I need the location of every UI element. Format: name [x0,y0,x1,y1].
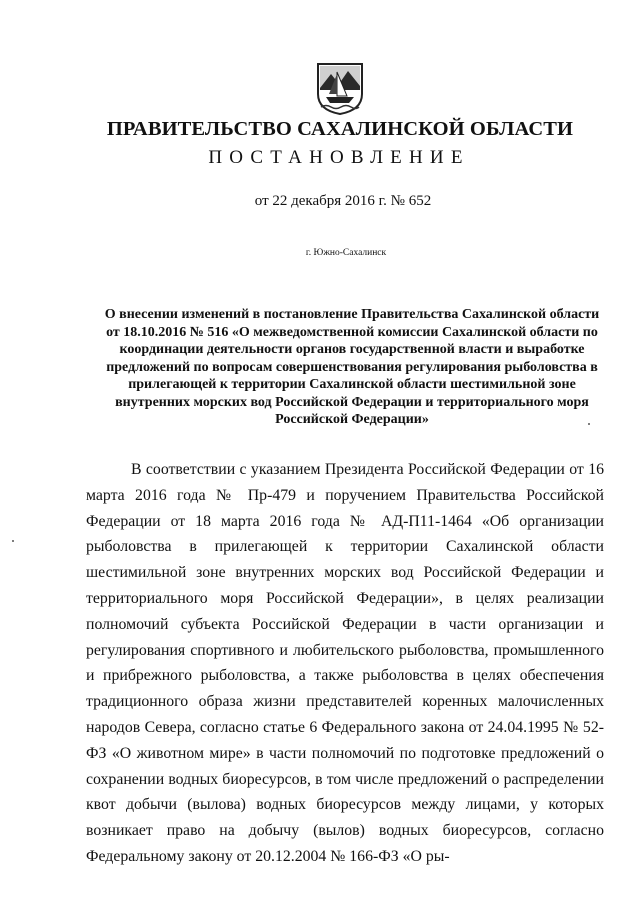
document-city: г. Южно-Сахалинск [305,248,387,258]
scan-speck [588,423,590,425]
document-body-paragraph: В соответствии с указанием Президента Российской Федерации от 16 марта 2016 года № Пр-479 и поручением Правительства Российской Федерации от 18 марта 2016 года № АД-П11-1464 «Об организации рыболовства в прилегающей к территории Сахалинской области шестимильной зоне внутренних морских вод Российской Федерации и территориального моря Российской Федерации», в целях реализации полномочий субъекта Российской Федерации в части организации и регулирования спортивного и любительского рыболовства, промышленного и прибрежного рыболовства, а также рыболовства в целях обеспечения традиционного образа жизни представителей коренных малочисленных народов Севера, согласно статье 6 Федерального закона от 24.04.1995 № 52-ФЗ «О животном мире» в части полномочий по подготовке предложений о сохранении водных биоресурсов, в том числе предложений о распределении квот добычи (вылова) водных биоресурсов между лицами, у которых возникает право на добычу (вылов) водных биоресурсов, согласно Федеральному закону от 20.12.2004 № 166-ФЗ «О ры- [86,461,604,865]
document-date-number: от 22 декабря 2016 г. № 652 [254,193,432,209]
document-subject: О внесении изменений в постановление Правительства Сахалинской области от 18.10.2016 № 516 «О межведомственной комиссии Сахалинской области по координации деятельности органов государственной власти и выработке предложений по вопросам совершенствования регулирования рыболовства в прилегающей к территории Сахалинской области шестимильной зоне внутренних морских вод Российской Федерации и территориального моря Российской Федерации» [104,307,600,427]
sakhalin-coat-of-arms-icon [315,60,365,116]
scan-speck [12,540,14,542]
document-type: ПОСТАНОВЛЕНИЕ [208,147,470,168]
government-title: ПРАВИТЕЛЬСТВО САХАЛИНСКОЙ ОБЛАСТИ [106,118,574,140]
